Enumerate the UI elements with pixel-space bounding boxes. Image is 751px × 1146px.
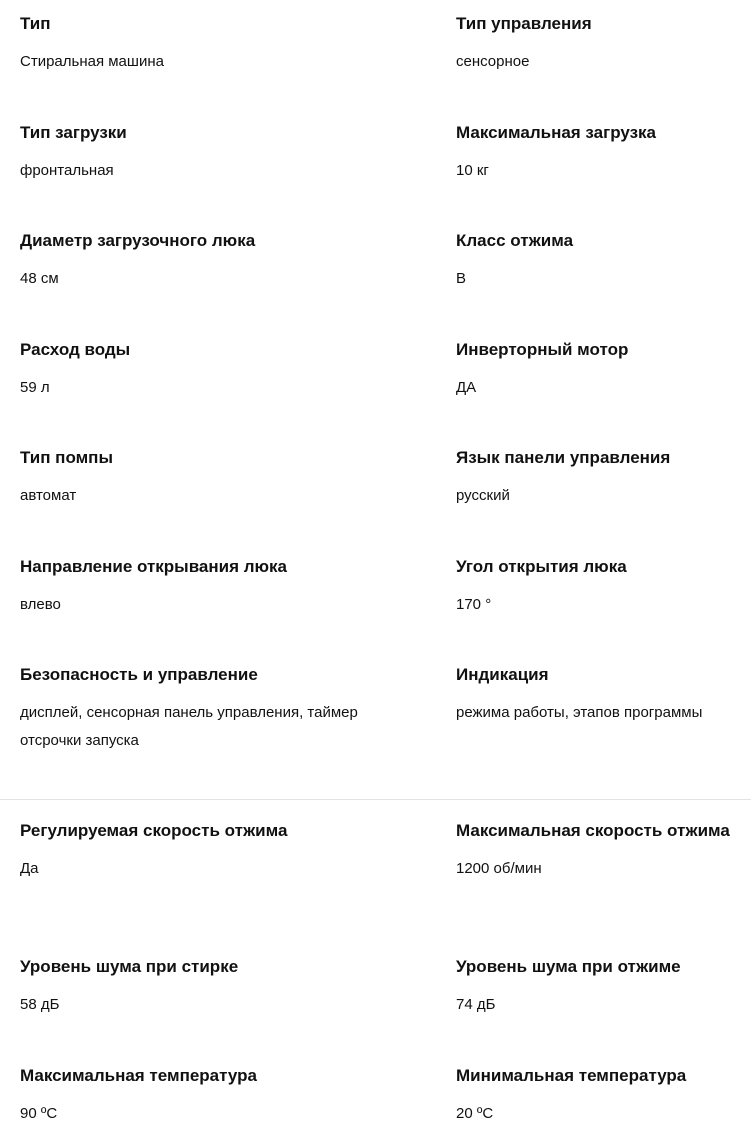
spec-label: Инверторный мотор [456, 340, 629, 359]
spec-indication [456, 665, 751, 727]
spec-max-load [456, 123, 751, 185]
spec-label: Индикация [456, 665, 549, 684]
spec-value: фронтальная [20, 162, 114, 179]
spec-label: Расход воды [20, 340, 131, 359]
spec-inverter-motor [456, 340, 751, 402]
spec-type [20, 14, 390, 76]
spec-pump-type [20, 448, 390, 510]
spec-label: Максимальная скорость отжима [456, 821, 730, 840]
spec-load-type [20, 123, 390, 185]
spec-label: Угол открытия люка [456, 557, 627, 576]
spec-value: 1200 об/мин [456, 860, 542, 877]
spec-hatch-opening-direction [20, 557, 390, 619]
spec-value: 74 дБ [456, 996, 496, 1013]
spec-label: Язык панели управления [456, 448, 671, 467]
spec-adjustable-spin [20, 821, 390, 883]
spec-min-temperature [456, 1066, 751, 1128]
spec-max-temperature [20, 1066, 390, 1128]
spec-value: 90 ºC [20, 1105, 58, 1122]
spec-value: ДА [456, 379, 477, 396]
spec-panel-language [456, 448, 751, 510]
spec-label: Тип управления [456, 14, 592, 33]
spec-label: Тип загрузки [20, 123, 127, 142]
spec-value: B [456, 270, 467, 287]
spec-label: Максимальная загрузка [456, 123, 656, 142]
spec-value: автомат [20, 487, 77, 504]
spec-label: Тип помпы [20, 448, 113, 467]
spec-hatch-diameter [20, 231, 390, 293]
section-divider [0, 799, 751, 800]
spec-safety-and-control [20, 665, 390, 755]
spec-label: Диаметр загрузочного люка [20, 231, 256, 250]
spec-label: Регулируемая скорость отжима [20, 821, 288, 840]
spec-label: Направление открывания люка [20, 557, 288, 576]
spec-value: влево [20, 596, 61, 613]
spec-value: Да [20, 860, 39, 877]
spec-value: 48 см [20, 270, 59, 287]
spec-value: русский [456, 487, 510, 504]
spec-control-type [456, 14, 751, 76]
spec-label: Тип [20, 14, 51, 33]
spec-label: Безопасность и управление [20, 665, 258, 684]
spec-label: Класс отжима [456, 231, 574, 250]
spec-value: 58 дБ [20, 996, 60, 1013]
spec-value: 10 кг [456, 162, 489, 179]
spec-label: Максимальная температура [20, 1066, 257, 1085]
spec-label: Уровень шума при стирке [20, 957, 239, 976]
spec-water-consumption [20, 340, 390, 402]
spec-value: 59 л [20, 379, 50, 396]
spec-value: дисплей, сенсорная панель управления, таймер отсрочки запуска [20, 704, 358, 749]
spec-label: Уровень шума при отжиме [456, 957, 681, 976]
spec-hatch-opening-angle [456, 557, 751, 619]
spec-value: режима работы, этапов программы [456, 704, 703, 721]
spec-value: 20 ºC [456, 1105, 494, 1122]
spec-value: 170 ° [456, 596, 492, 613]
spec-value: сенсорное [456, 53, 530, 70]
spec-wash-noise [20, 957, 390, 1019]
spec-spin-class [456, 231, 751, 293]
spec-spin-noise [456, 957, 751, 1019]
spec-value: Стиральная машина [20, 53, 164, 70]
spec-max-spin-speed [456, 821, 751, 883]
spec-label: Минимальная температура [456, 1066, 687, 1085]
